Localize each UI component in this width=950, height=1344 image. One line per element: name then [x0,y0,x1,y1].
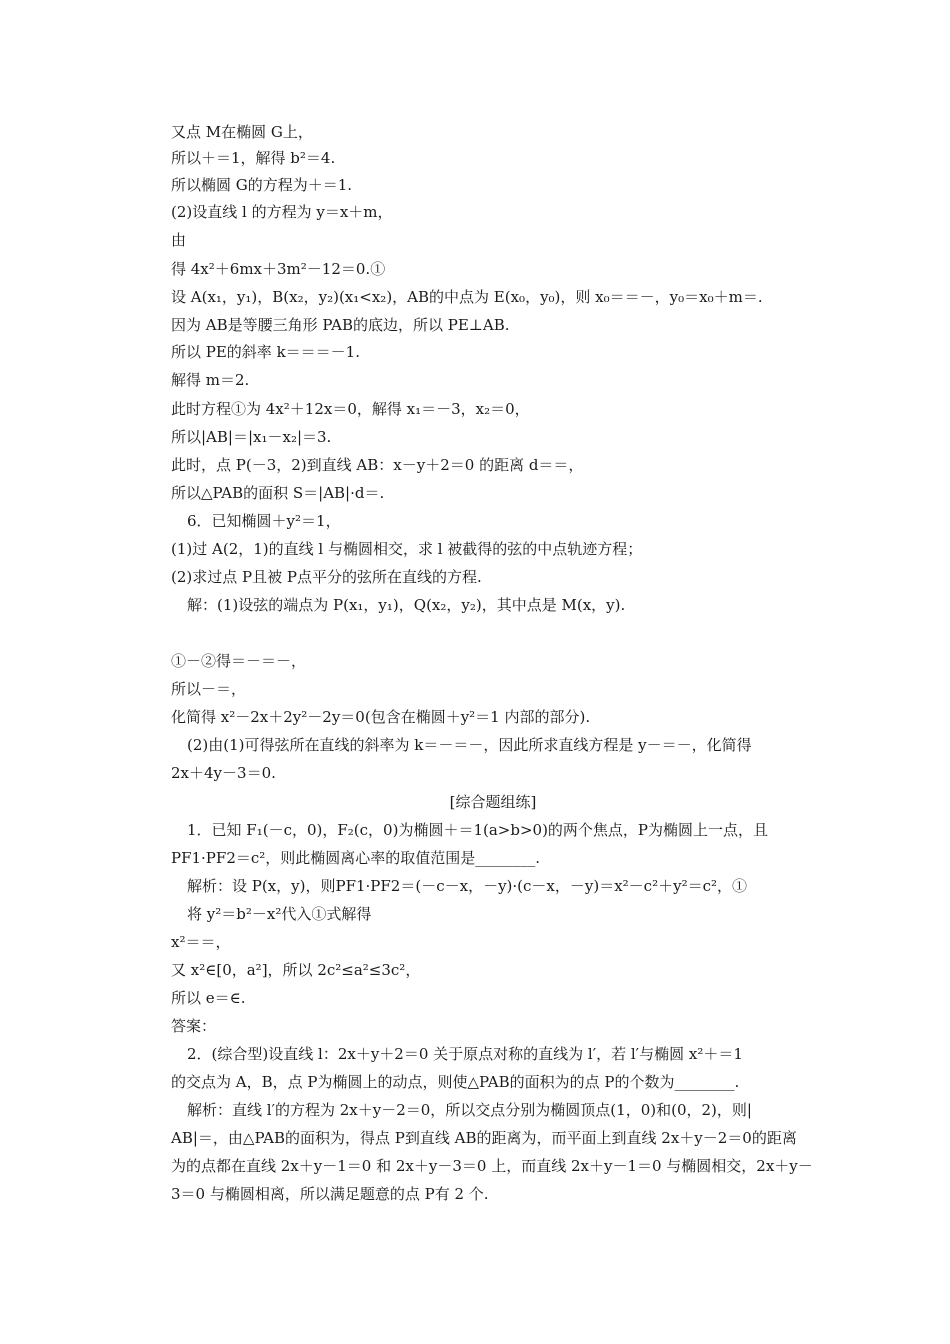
text-line: 又 x²∈[0，a²]，所以 2c²≤a²≤3c²， [171,961,421,979]
answer-label: 答案： [171,1017,217,1035]
text-line: 得 4x²＋6mx＋3m²－12＝0.① [171,260,386,278]
text-line: 由 [171,231,187,249]
text-line: 为的点都在直线 2x＋y－1＝0 和 2x＋y－3＝0 上，而直线 2x＋y－1＝0 与椭圆相交，2x＋y－ [171,1157,813,1175]
text-line: 解析：设 P(x，y)，则PF1·PF2＝(－c－x，－y)·(c－x，－y)＝x²－c²＋y²＝c²，① [187,877,747,895]
text-line: 3＝0 与椭圆相离，所以满足题意的点 P有 2 个. [171,1185,489,1203]
text-line: (2)求过点 P且被 P点平分的弦所在直线的方程. [171,568,482,586]
text-line: (2)设直线 l 的方程为 y＝x＋m， [171,203,393,221]
text-line: ①－②得＝－＝－， [171,652,307,670]
text-line: 因为 AB是等腰三角形 PAB的底边，所以 PE⊥AB. [171,316,510,334]
problem-1-title: 1．已知 F₁(－c，0)，F₂(c，0)为椭圆＋＝1(a>b>0)的两个焦点，P为椭圆上一点，且 [187,821,769,839]
problem-2-title: 2．(综合型)设直线 l：2x＋y＋2＝0 关于原点对称的直线为 l′，若 l′与椭圆 x²＋＝1 [187,1045,743,1063]
text-line: 解得 m＝2. [171,371,250,389]
text-line: 将 y²＝b²－x²代入①式解得 [187,905,372,923]
text-line: 此时，点 P(－3，2)到直线 AB：x－y＋2＝0 的距离 d＝＝， [171,456,584,474]
text-line: 2x＋4y－3＝0. [171,764,276,782]
text-line: (1)过 A(2，1)的直线 l 与椭圆相交，求 l 被截得的弦的中点轨迹方程； [171,540,643,558]
text-line: 的交点为 A，B，点 P为椭圆上的动点，则使△PAB的面积为的点 P的个数为________. [171,1073,740,1091]
text-line: AB|＝，由△PAB的面积为，得点 P到直线 AB的距离为，而平面上到直线 2x＋y－2＝0的距离 [171,1129,797,1147]
text-line: 解：(1)设弦的端点为 P(x₁，y₁)，Q(x₂，y₂)，其中点是 M(x，y). [187,596,626,614]
text-line: x²＝＝， [171,933,231,951]
text-line: 所以－＝， [171,680,247,698]
text-line: 所以＋＝1，解得 b²＝4. [171,149,336,167]
section-heading: [综合题组练] [449,793,537,811]
text-line: 解析：直线 l′的方程为 2x＋y－2＝0，所以交点分别为椭圆顶点(1，0)和(0，2)，则| [187,1101,752,1119]
text-line: 又点 M在椭圆 G上， [171,123,313,141]
text-line: 所以 PE的斜率 k＝＝＝－1. [171,343,360,361]
text-line: 所以△PAB的面积 S＝|AB|·d＝. [171,484,385,502]
text-line: 所以 e＝∈. [171,989,246,1007]
problem-6-title: 6．已知椭圆＋y²＝1， [187,512,341,530]
text-line: 所以椭圆 G的方程为＋＝1. [171,176,353,194]
text-line: 所以|AB|＝|x₁－x₂|＝3. [171,428,332,446]
text-line: 设 A(x₁，y₁)，B(x₂，y₂)(x₁<x₂)，AB的中点为 E(x₀，y₀)，则 x₀＝＝－，y₀＝x₀＋m＝. [171,288,763,306]
text-line: 化简得 x²－2x＋2y²－2y＝0(包含在椭圆＋y²＝1 内部的部分). [171,708,591,726]
text-line: (2)由(1)可得弦所在直线的斜率为 k＝－＝－，因此所求直线方程是 y－＝－，化简得 [187,736,752,754]
text-line: PF1·PF2＝c²，则此椭圆离心率的取值范围是________. [171,849,541,867]
text-line: 此时方程①为 4x²＋12x＝0，解得 x₁＝－3，x₂＝0， [171,400,530,418]
